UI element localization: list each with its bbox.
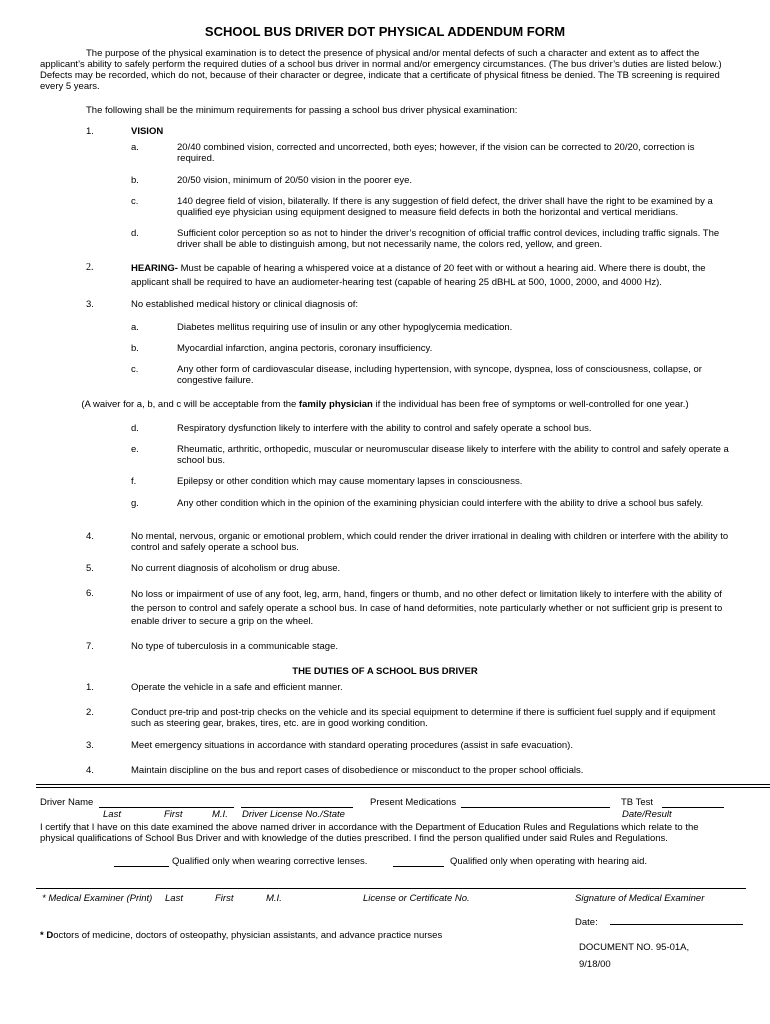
- waiver-note: [0, 399, 770, 410]
- driver-name-label: Driver Name: [40, 797, 94, 808]
- history-item: Diabetes mellitus requiring use of insulin or any other hypoglycemia medication.: [177, 322, 513, 333]
- duty-number: 1.: [86, 682, 94, 693]
- corrective-lenses-label: Qualified only when wearing corrective lenses.: [172, 856, 368, 867]
- document-number: DOCUMENT NO. 95-01A,: [579, 942, 690, 953]
- intro-paragraph: The purpose of the physical examination is to detect the presence of physical and/or mental defects of such a character and extent as to affect the applicant’s ability to safely perform the required duties of a school bus driver in normal and/or emergency circumstances. (The bus driver’s duties are listed below.) Defects may be recorded, which do not, because of their character or degree, indicate that a certificate of physical fitness be denied. The TB screening is required every 5 years.: [40, 48, 722, 92]
- hearing-heading: HEARING-: [131, 263, 178, 274]
- requirements-intro: The following shall be the minimum requirements for passing a school bus driver physical examination:: [86, 105, 518, 116]
- footnote-initial: D: [43, 930, 54, 941]
- history-item: Any other condition which in the opinion of the examining physician could interfere with the ability to drive a school bus safely.: [177, 498, 704, 509]
- history-item: Respiratory dysfunction likely to interfere with the ability to control and safely operate a school bus.: [177, 423, 592, 434]
- item-letter: b.: [131, 175, 139, 186]
- driver-name-field[interactable]: [99, 797, 234, 808]
- present-medications-label: Present Medications: [370, 797, 457, 808]
- examiner-first-caption: First: [215, 893, 234, 904]
- item-letter: c.: [131, 196, 139, 207]
- footnote: [40, 930, 442, 941]
- item-letter: f.: [131, 476, 137, 487]
- item-letter: b.: [131, 343, 139, 354]
- divider-line: [36, 784, 770, 785]
- document-date: 9/18/00: [579, 959, 611, 970]
- duty-item: Conduct pre-trip and post-trip checks on the vehicle and its special equipment to determine if there is sufficient fuel supply and if equipment such as steering gear, brakes, tires, etc. are in good working condition.: [131, 707, 716, 729]
- certification-statement: I certify that I have on this date examined the above named driver in accordance with the Department of Education Rules and Regulations which relate to the physical qualifications of School Bus Driver and with knowledge of the duties prescribed. I find the person qualified under said Rules and Regulations.: [40, 822, 699, 844]
- exam-date-field[interactable]: [610, 924, 743, 925]
- driver-mi-caption: M.I.: [212, 809, 228, 820]
- history-item: Epilepsy or other condition which may cause momentary lapses in consciousness.: [177, 476, 523, 487]
- hearing-aid-label: Qualified only when operating with hearing aid.: [450, 856, 647, 867]
- driver-license-caption: Driver License No./State: [242, 809, 345, 820]
- req-number: 2.: [86, 262, 94, 273]
- tb-requirement: No type of tuberculosis in a communicable stage.: [131, 641, 338, 652]
- form-title: SCHOOL BUS DRIVER DOT PHYSICAL ADDENDUM FORM: [204, 24, 566, 39]
- driver-first-caption: First: [164, 809, 183, 820]
- limb-requirement: No loss or impairment of use of any foot, leg, arm, hand, fingers or thumb, and no other defect or limitation likely to interfere with the ability of the person to control and safely operate a school bus. In case of hand deformities, note particularly whether or not sufficient grip is present to enable driver to secure a grip on the wheel.: [131, 589, 723, 627]
- history-item: Rheumatic, arthritic, orthopedic, muscular or neuromuscular disease likely to interfere with the ability to control and safely operate a school bus.: [177, 444, 729, 466]
- corrective-lenses-field[interactable]: [114, 856, 169, 867]
- duty-number: 3.: [86, 740, 94, 751]
- item-letter: d.: [131, 423, 139, 434]
- present-medications-field[interactable]: [461, 797, 610, 808]
- examiner-print-caption: * Medical Examiner (Print): [42, 893, 153, 904]
- vision-item: 140 degree field of vision, bilaterally. If there is any suggestion of field defect, the driver shall have the right to be examined by a qualified eye physician using equipment designed to measure field defects in both the horizontal and vertical meridians.: [177, 196, 713, 218]
- item-letter: a.: [131, 322, 139, 333]
- driver-license-field[interactable]: [241, 797, 353, 808]
- vision-item: Sufficient color perception so as not to hinder the driver’s recognition of official traffic control devices, including traffic signals. The driver shall be able to distinguish among, but not necessarily name, the colors red, yellow, and green.: [177, 228, 720, 250]
- date-result-caption: Date/Result: [622, 809, 672, 820]
- mental-requirement: No mental, nervous, organic or emotional problem, which could render the driver irrational in dealing with children or interfere with the ability to control and safely operate a school bus.: [131, 531, 729, 553]
- hearing-text: Must be capable of hearing a whispered voice at a distance of 20 feet with or without a hearing aid. Where there is doubt, the applicant shall be required to have an audiometer-hearing test (capable of hearing 25 dBHL at 500, 1000, 2000, and 4000 Hz).: [131, 263, 706, 288]
- req-number: 4.: [86, 531, 94, 542]
- waiver-bold: family physician: [298, 399, 373, 410]
- duty-item: Maintain discipline on the bus and report cases of disobedience or misconduct to the proper school officials.: [131, 765, 584, 776]
- history-item: Any other form of cardiovascular disease, including hypertension, with syncope, dyspnea, loss of consciousness, collapse, or congestive failure.: [177, 364, 702, 386]
- hearing-aid-field[interactable]: [393, 856, 444, 867]
- req-number: 6.: [86, 588, 94, 599]
- req-number: 7.: [86, 641, 94, 652]
- signature-line[interactable]: [36, 888, 746, 889]
- duty-item: Operate the vehicle in a safe and efficient manner.: [131, 682, 343, 693]
- hearing-requirement: [131, 262, 731, 290]
- history-item: Myocardial infarction, angina pectoris, coronary insufficiency.: [177, 343, 433, 354]
- req-number: 5.: [86, 563, 94, 574]
- item-letter: e.: [131, 444, 139, 455]
- waiver-post: if the individual has been free of symptoms or well-controlled for one year.): [372, 399, 689, 410]
- vision-item: 20/50 vision, minimum of 20/50 vision in the poorer eye.: [177, 175, 412, 186]
- duty-item: Meet emergency situations in accordance with standard operating procedures (assist in safe evacuation).: [131, 740, 573, 751]
- duty-number: 2.: [86, 707, 94, 718]
- footnote-text: octors of medicine, doctors of osteopathy, physician assistants, and advance practice nurses: [53, 930, 443, 941]
- item-letter: g.: [131, 498, 139, 509]
- tb-test-field[interactable]: [662, 797, 724, 808]
- item-letter: c.: [131, 364, 139, 375]
- examiner-last-caption: Last: [165, 893, 183, 904]
- duties-heading: THE DUTIES OF A SCHOOL BUS DRIVER: [292, 666, 478, 677]
- history-intro: No established medical history or clinical diagnosis of:: [131, 299, 359, 310]
- duty-number: 4.: [86, 765, 94, 776]
- examiner-signature-caption: Signature of Medical Examiner: [575, 893, 705, 904]
- alcohol-requirement: No current diagnosis of alcoholism or drug abuse.: [131, 563, 341, 574]
- examiner-mi-caption: M.I.: [266, 893, 282, 904]
- waiver-pre: (A waiver for a, b, and c will be acceptable from the: [81, 399, 299, 410]
- divider-line: [36, 787, 770, 788]
- vision-item: 20/40 combined vision, corrected and uncorrected, both eyes; however, if the vision can be corrected to 20/20, correction is required.: [177, 142, 695, 164]
- req-number: 1.: [86, 126, 94, 137]
- exam-date-label: Date:: [575, 917, 598, 928]
- tb-test-label: TB Test: [621, 797, 654, 808]
- footnote-star: *: [40, 930, 44, 941]
- driver-last-caption: Last: [103, 809, 121, 820]
- vision-heading: VISION: [131, 126, 164, 137]
- req-number: 3.: [86, 299, 94, 310]
- examiner-license-caption: License or Certificate No.: [363, 893, 470, 904]
- item-letter: d.: [131, 228, 139, 239]
- item-letter: a.: [131, 142, 139, 153]
